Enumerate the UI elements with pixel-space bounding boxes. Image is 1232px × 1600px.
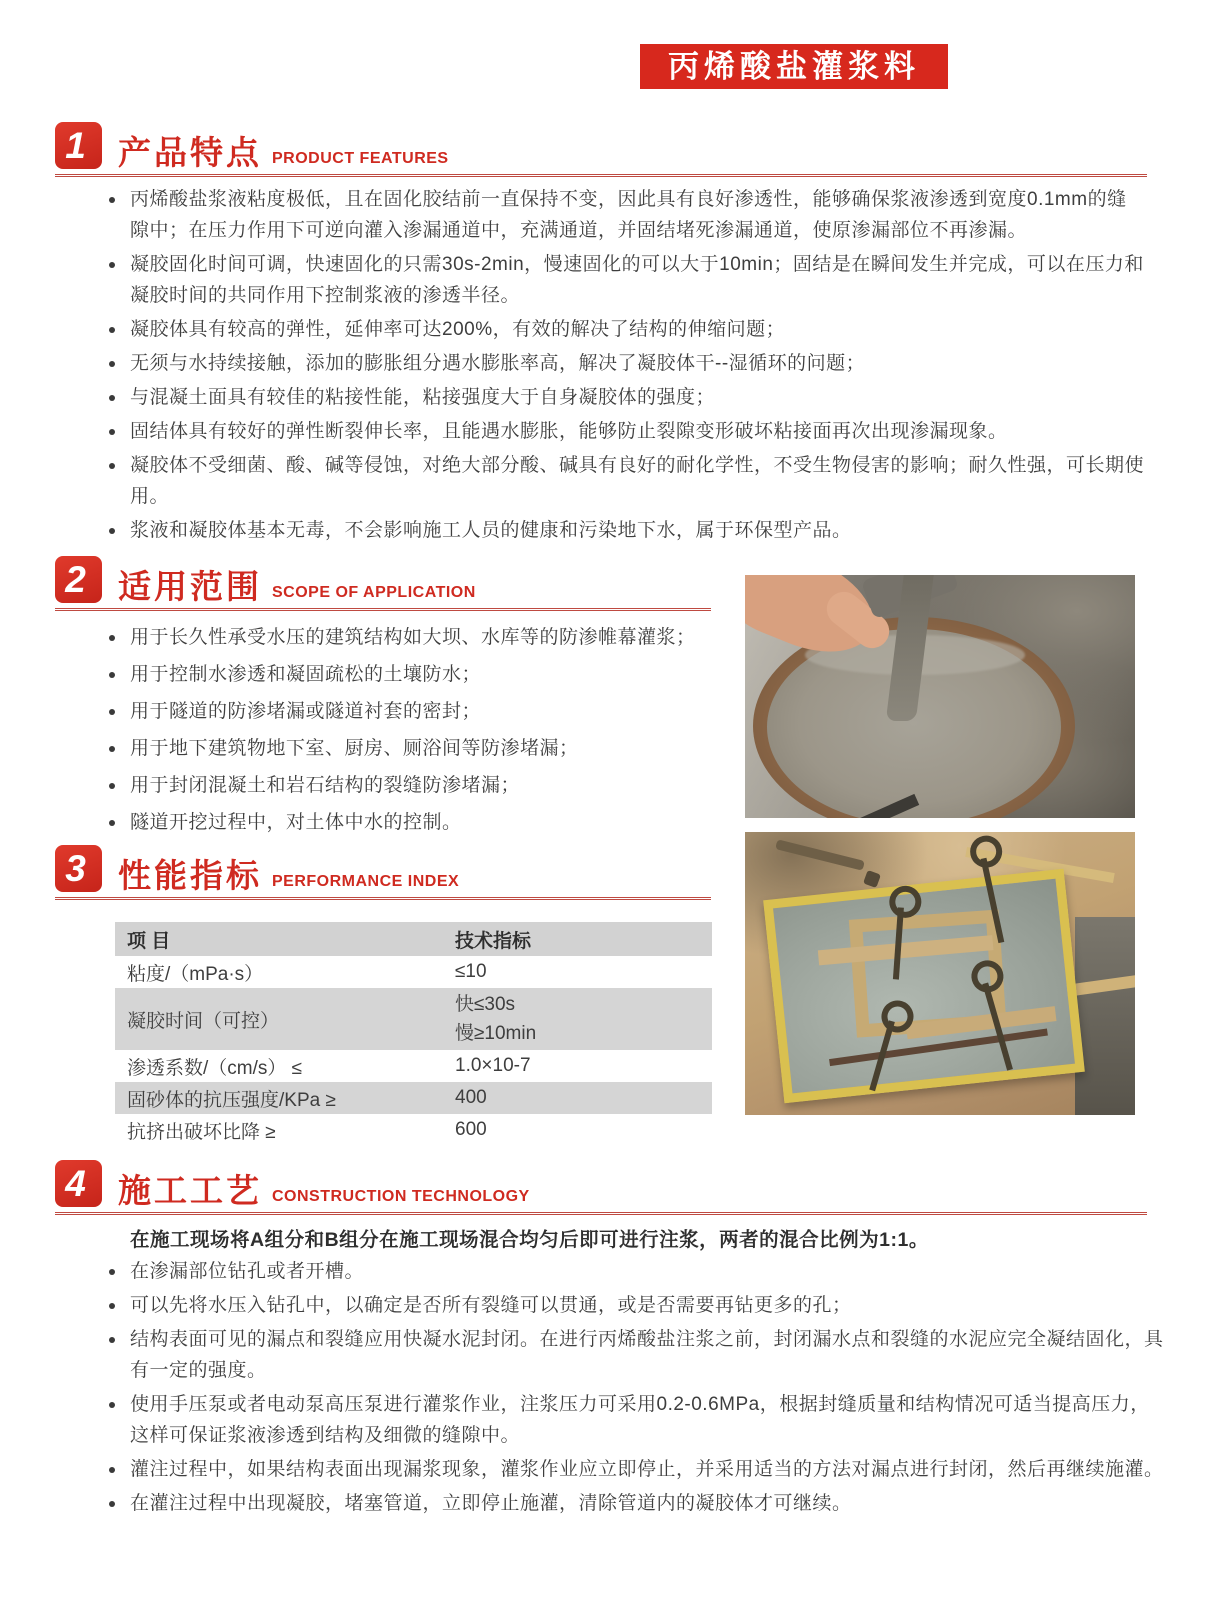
list-item — [100, 1389, 1166, 1451]
list-item — [100, 1488, 1166, 1519]
list-item-text: 灌注过程中，如果结构表面出现漏浆现象，灌浆作业应立即停止，并采用适当的方法对漏点进行封闭，然后再继续施灌。 — [130, 1459, 1164, 1480]
section-2-title: 适用范围 — [118, 568, 262, 605]
list-item — [100, 807, 710, 838]
debris — [775, 839, 865, 870]
bullet-dot — [109, 361, 115, 367]
table-row — [115, 1050, 712, 1082]
section-2-subtitle: SCOPE OF APPLICATION — [272, 584, 476, 601]
debris — [863, 870, 881, 888]
list-item-text: 凝胶固化时间可调，快速固化的只需30s-2min，慢速固化的可以大于10min；固结是在瞬间发生并完成，可以在压力和凝胶时间的共同作用下控制浆液的渗透半径。 — [130, 254, 1144, 306]
bullet-dot — [109, 1303, 115, 1309]
list-item-text: 固结体具有较好的弹性断裂伸长率，且能遇水膨胀，能够防止裂隙变形破坏粘接面再次出现渗漏现象。 — [130, 421, 1008, 442]
table-cell-item: 粘度/（mPa·s） — [127, 963, 264, 985]
table-cell-value: ≤10 — [455, 961, 487, 982]
list-item-text: 用于控制水渗透和凝固疏松的土壤防水； — [130, 664, 482, 685]
list-item — [100, 1454, 1166, 1485]
list-item-text: 浆液和凝胶体基本无毒，不会影响施工人员的健康和污染地下水，属于环保型产品。 — [130, 520, 852, 541]
list-item-text: 凝胶体不受细菌、酸、碱等侵蚀，对绝大部分酸、碱具有良好的耐化学性，不受生物侵害的影响；耐久性强，可长期使用。 — [130, 455, 1145, 507]
list-item-text: 用于长久性承受水压的建筑结构如大坝、水库等的防渗帷幕灌浆； — [130, 627, 696, 648]
bullet-dot — [109, 1337, 115, 1343]
bullet-dot — [109, 262, 115, 268]
bullet-dot — [109, 820, 115, 826]
table-cell-item: 凝胶时间（可控） — [127, 1010, 280, 1032]
table-cell-item: 抗挤出破坏比降 ≥ — [127, 1121, 276, 1143]
section-4-title: 施工工艺 — [118, 1172, 262, 1209]
section-3-subtitle: PERFORMANCE INDEX — [272, 873, 460, 890]
value-fast: 快≤30s — [455, 994, 516, 1015]
section-2-number-badge: 2 — [55, 556, 102, 603]
section-4-bullet-list — [100, 1256, 1166, 1522]
section-3-header — [55, 845, 711, 900]
list-item — [100, 382, 1146, 413]
table-row — [115, 956, 712, 988]
list-item — [100, 733, 710, 764]
table-cell-value: 1.0×10-7 — [455, 1055, 531, 1076]
list-item-text: 凝胶体具有较高的弹性，延伸率可达200%，有效的解决了结构的伸缩问题； — [130, 319, 786, 340]
table-row — [115, 1114, 712, 1146]
bullet-dot — [109, 1501, 115, 1507]
list-item — [100, 659, 710, 690]
list-item — [100, 348, 1146, 379]
table-cell-item: 固砂体的抗压强度/KPa ≥ — [127, 1089, 336, 1111]
list-item — [100, 515, 1146, 546]
list-item — [100, 450, 1146, 512]
section-1-bullet-list — [100, 184, 1146, 549]
bullet-dot — [109, 1467, 115, 1473]
photo-grouting-formwork — [745, 832, 1135, 1115]
bullet-dot — [109, 463, 115, 469]
list-item-text: 用于封闭混凝土和岩石结构的裂缝防渗堵漏； — [130, 775, 521, 796]
list-item — [100, 249, 1146, 311]
list-item-text: 隧道开挖过程中，对土体中水的控制。 — [130, 812, 462, 833]
list-item-text: 用于地下建筑物地下室、厨房、厕浴间等防渗堵漏； — [130, 738, 579, 759]
formwork-concrete — [763, 869, 1085, 1103]
value-slow: 慢≥10min — [455, 1023, 537, 1044]
bullet-dot — [109, 746, 115, 752]
bullet-dot — [109, 327, 115, 333]
section-1-number-badge: 1 — [55, 122, 102, 169]
list-item-text: 在渗漏部位钻孔或者开槽。 — [130, 1261, 365, 1282]
table-header-item: 项 目 — [127, 930, 171, 952]
list-item — [100, 1290, 1166, 1321]
bullet-dot — [109, 1402, 115, 1408]
list-item-text: 可以先将水压入钻孔中，以确定是否所有裂缝可以贯通，或是否需要再钻更多的孔； — [130, 1295, 852, 1316]
table-cell-item: 渗透系数/（cm/s） ≤ — [127, 1057, 303, 1079]
section-1-header — [55, 122, 1147, 177]
table-cell-value: 600 — [455, 1119, 487, 1140]
list-item-text: 用于隧道的防渗堵漏或隧道衬套的密封； — [130, 701, 482, 722]
list-item-text: 使用手压泵或者电动泵高压泵进行灌浆作业，注浆压力可采用0.2-0.6MPa，根据封缝质量和结构情况可适当提高压力，这样可保证浆液渗透到结构及细微的缝隙中。 — [130, 1394, 1150, 1446]
bullet-dot — [109, 1269, 115, 1275]
section-2-bullet-list — [100, 622, 710, 844]
table-row — [115, 988, 712, 1050]
section-4-number-badge: 4 — [55, 1160, 102, 1207]
bullet-dot — [109, 709, 115, 715]
table-row — [115, 1082, 712, 1114]
section-1-title: 产品特点 — [118, 134, 262, 171]
bullet-dot — [109, 635, 115, 641]
section-4-header — [55, 1160, 1147, 1215]
list-item-text: 无须与水持续接触，添加的膨胀组分遇水膨胀率高，解决了凝胶体干--湿循环的问题； — [130, 353, 866, 374]
list-item — [100, 696, 710, 727]
table-header-row — [115, 922, 712, 956]
bullet-dot — [109, 528, 115, 534]
bullet-dot — [109, 197, 115, 203]
section-2-header — [55, 556, 711, 611]
list-item-text: 丙烯酸盐浆液粘度极低，且在固化胶结前一直保持不变，因此具有良好渗透性，能够确保浆液渗透到宽度0.1mm的缝隙中；在压力作用下可逆向灌入渗漏通道中，充满通道，并固结堵死渗漏通道，使原渗漏部位不再渗漏。 — [130, 189, 1127, 241]
photo-grout-mixing — [745, 575, 1135, 818]
list-item — [100, 622, 710, 653]
construction-intro: 在施工现场将A组分和B组分在施工现场混合均匀后即可进行注浆，两者的混合比例为1:1。 — [130, 1229, 929, 1251]
table-cell-value: 400 — [455, 1087, 487, 1108]
list-item-text: 结构表面可见的漏点和裂缝应用快凝水泥封闭。在进行丙烯酸盐注浆之前，封闭漏水点和裂缝的水泥应完全凝结固化，具有一定的强度。 — [130, 1329, 1164, 1381]
bullet-dot — [109, 429, 115, 435]
section-4-subtitle: CONSTRUCTION TECHNOLOGY — [272, 1188, 530, 1205]
list-item — [100, 314, 1146, 345]
bullet-dot — [109, 395, 115, 401]
product-title-banner: 丙烯酸盐灌浆料 — [640, 44, 948, 89]
list-item — [100, 184, 1146, 246]
bullet-dot — [109, 672, 115, 678]
section-3-title: 性能指标 — [118, 857, 262, 894]
list-item — [100, 416, 1146, 447]
list-item-text: 与混凝土面具有较佳的粘接性能，粘接强度大于自身凝胶体的强度； — [130, 387, 716, 408]
list-item-text: 在灌注过程中出现凝胶，堵塞管道，立即停止施灌，清除管道内的凝胶体才可继续。 — [130, 1493, 852, 1514]
bullet-dot — [109, 783, 115, 789]
section-1-subtitle: PRODUCT FEATURES — [272, 150, 449, 167]
list-item — [100, 770, 710, 801]
list-item — [100, 1256, 1166, 1287]
table-header-value: 技术指标 — [455, 930, 532, 952]
gravel-patch — [1075, 917, 1135, 1115]
table-cell-value — [455, 990, 712, 1048]
performance-table — [115, 922, 712, 1146]
section-3-number-badge: 3 — [55, 845, 102, 892]
list-item — [100, 1324, 1166, 1386]
